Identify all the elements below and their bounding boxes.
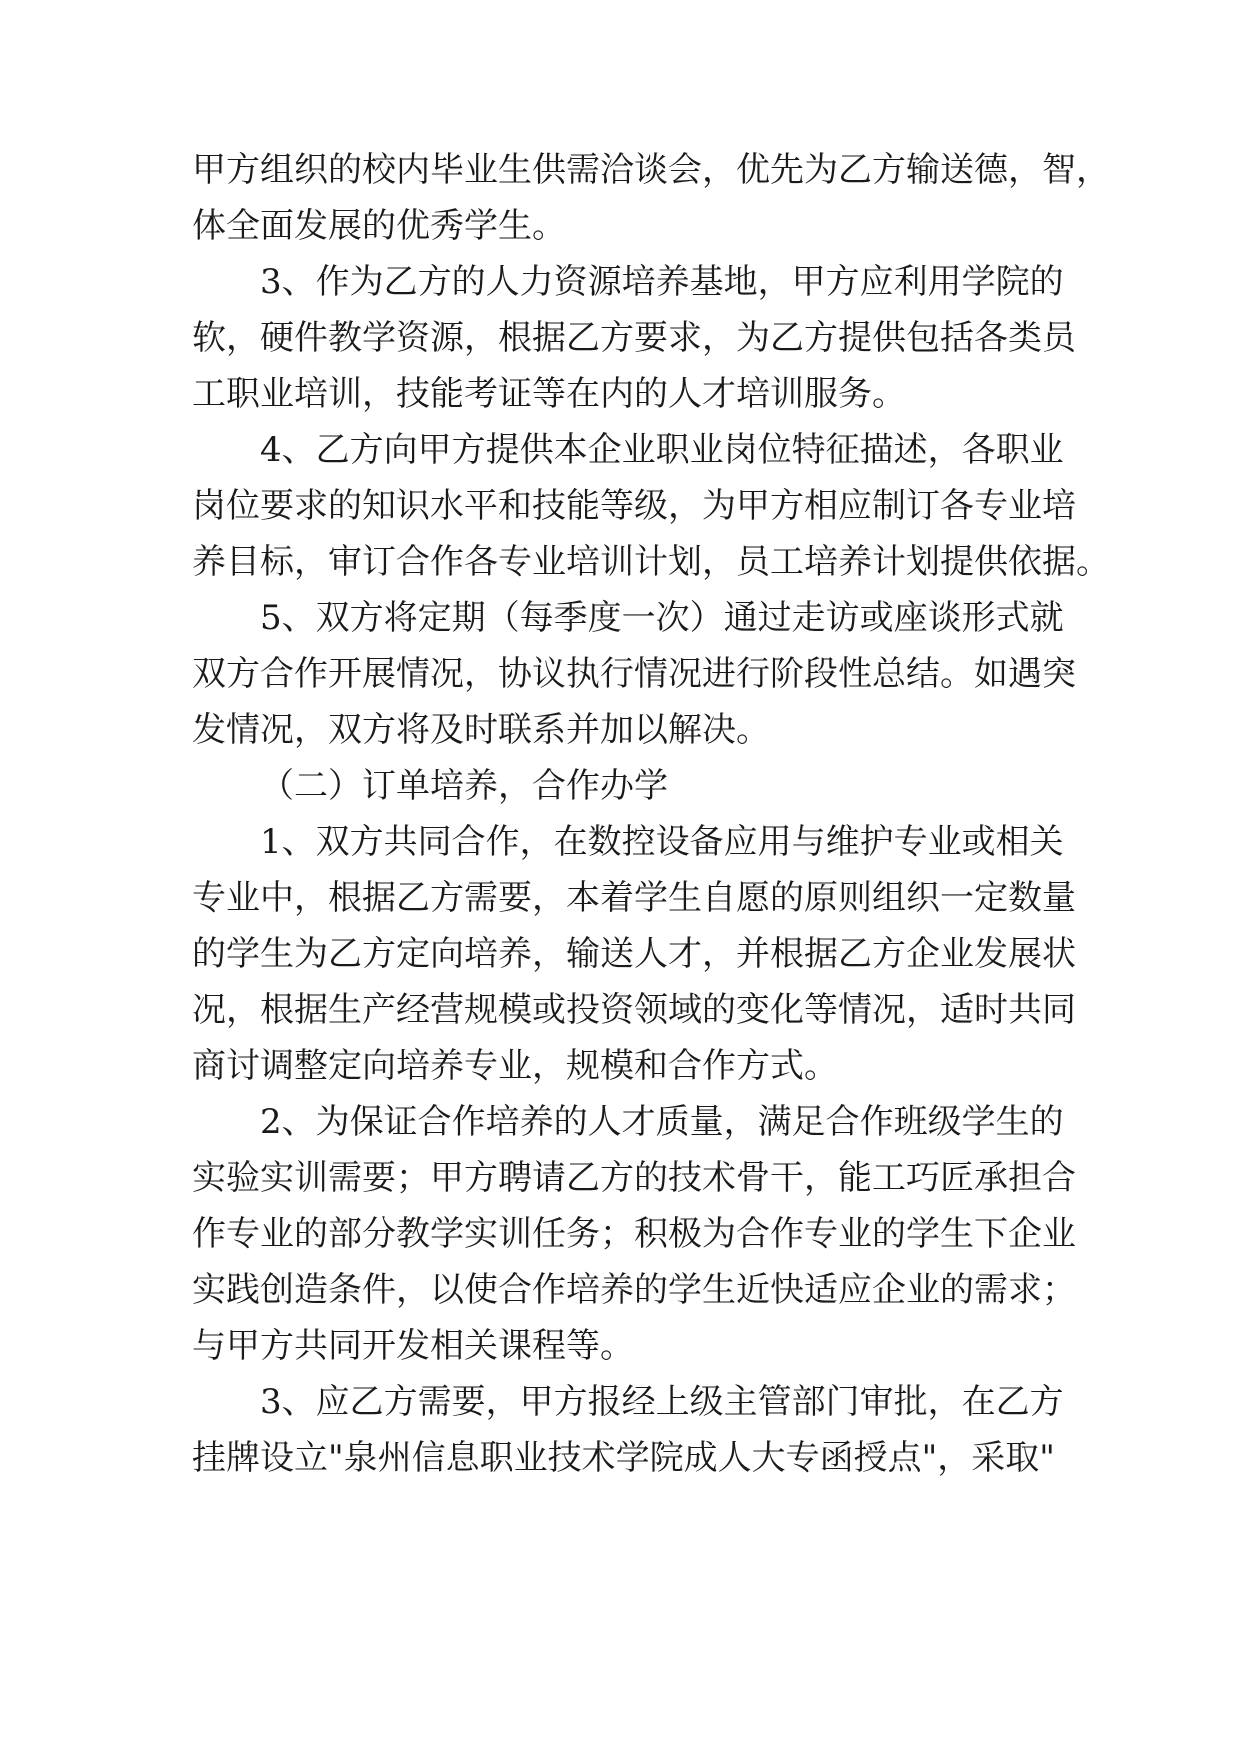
- text-line-14: 专业中，根据乙方需要，本着学生自愿的原则组织一定数量: [192, 878, 1076, 918]
- text-line-13: 1、双方共同合作，在数控设备应用与维护专业或相关: [260, 822, 1064, 862]
- text-line-1: 甲方组织的校内毕业生供需洽谈会，优先为乙方输送德，智，: [192, 150, 1110, 190]
- text-line-8: 养目标，审订合作各专业培训计划，员工培养计划提供依据。: [192, 542, 1110, 582]
- text-line-6: 4、乙方向甲方提供本企业职业岗位特征描述，各职业: [260, 430, 1064, 470]
- text-line-21: 实践创造条件，以使合作培养的学生近快适应企业的需求；: [192, 1270, 1076, 1310]
- text-line-2: 体全面发展的优秀学生。: [192, 206, 566, 246]
- text-line-19: 实验实训需要；甲方聘请乙方的技术骨干，能工巧匠承担合: [192, 1158, 1076, 1198]
- text-line-9: 5、双方将定期（每季度一次）通过走访或座谈形式就: [260, 598, 1064, 638]
- text-line-20: 作专业的部分教学实训任务；积极为合作专业的学生下企业: [192, 1214, 1076, 1254]
- text-line-17: 商讨调整定向培养专业，规模和合作方式。: [192, 1046, 838, 1086]
- text-line-4: 软，硬件教学资源，根据乙方要求，为乙方提供包括各类员: [192, 318, 1076, 358]
- text-line-15: 的学生为乙方定向培养，输送人才，并根据乙方企业发展状: [192, 934, 1076, 974]
- text-line-3: 3、作为乙方的人力资源培养基地，甲方应利用学院的: [260, 262, 1064, 302]
- text-line-22: 与甲方共同开发相关课程等。: [192, 1326, 634, 1366]
- text-line-10: 双方合作开展情况，协议执行情况进行阶段性总结。如遇突: [192, 654, 1076, 694]
- text-line-5: 工职业培训，技能考证等在内的人才培训服务。: [192, 374, 906, 414]
- section-heading: （二）订单培养，合作办学: [260, 766, 668, 806]
- text-line-11: 发情况，双方将及时联系并加以解决。: [192, 710, 770, 750]
- text-line-23: 3、应乙方需要，甲方报经上级主管部门审批，在乙方: [260, 1382, 1064, 1422]
- text-line-24: 挂牌设立"泉州信息职业技术学院成人大专函授点"，采取": [192, 1438, 1055, 1478]
- text-line-16: 况，根据生产经营规模或投资领域的变化等情况，适时共同: [192, 990, 1076, 1030]
- text-line-7: 岗位要求的知识水平和技能等级，为甲方相应制订各专业培: [192, 486, 1076, 526]
- text-line-18: 2、为保证合作培养的人才质量，满足合作班级学生的: [260, 1102, 1064, 1142]
